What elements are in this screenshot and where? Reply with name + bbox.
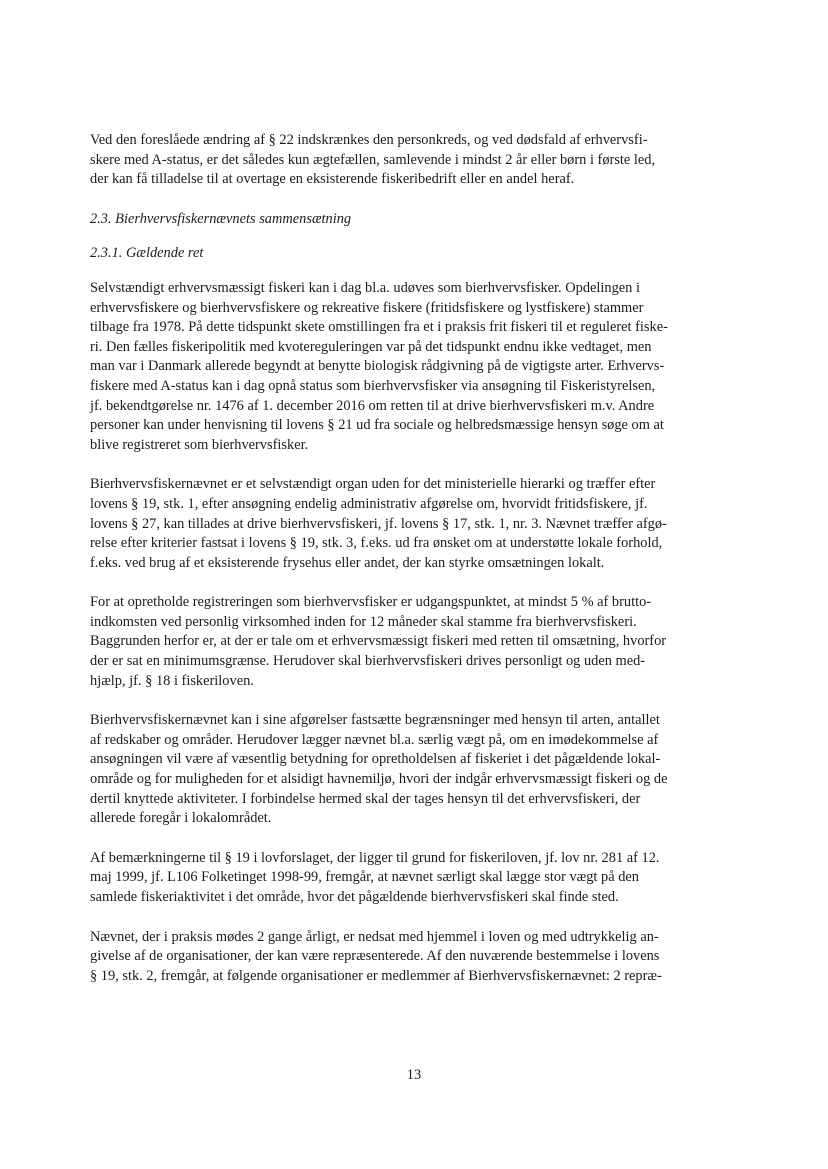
text-line: område og for muligheden for et alsidigt havnemiljø, hvori der indgår erhvervsmæssigt fiskeri og de <box>90 771 668 788</box>
text-line: erhvervsfiskere og bierhvervsfiskere og rekreative fiskere (fritidsfiskere og lystfiskere) stammer <box>90 299 644 316</box>
text-line: Nævnet, der i praksis mødes 2 gange årligt, er nedsat med hjemmel i loven og med udtrykkelig an- <box>90 928 659 945</box>
text-line: personer kan under henvisning til lovens § 21 ud fra sociale og helbredsmæssige hensyn søge om at <box>90 417 664 434</box>
text-line: ansøgningen vil være af væsentlig betydning for opretholdelsen af fiskeriet i det pågældende lokal- <box>90 751 661 768</box>
text-line: maj 1999, jf. L106 Folketinget 1998-99, fremgår, at nævnet særligt skal lægge stor vægt på den <box>90 869 639 886</box>
text-line: jf. bekendtgørelse nr. 1476 af 1. december 2016 om retten til at drive bierhvervsfiskeri m.v. Andre <box>90 397 655 414</box>
text-line: f.eks. ved brug af et eksisterende frysehus eller andet, der kan styrke omsætningen lokalt. <box>90 554 605 571</box>
body-paragraph <box>90 711 740 829</box>
text-line: blive registreret som bierhvervsfisker. <box>90 436 309 453</box>
text-line: lovens § 27, kan tillades at drive bierhvervsfiskeri, jf. lovens § 17, stk. 1, nr. 3. Nævnet træffer afgø- <box>90 515 667 532</box>
text-line: af redskaber og områder. Herudover lægger nævnet bl.a. særlig vægt på, om en imødekommelse af <box>90 731 659 748</box>
text-line: indkomsten ved personlig virksomhed inden for 12 måneder skal stamme fra bierhvervsfiskeri. <box>90 613 637 630</box>
text-line: skere med A-status, er det således kun ægtefællen, samlevende i mindst 2 år eller børn i første led, <box>90 151 656 168</box>
body-paragraph <box>90 849 740 908</box>
text-line: der er sat en minimumsgrænse. Herudover skal bierhvervsfiskeri drives personligt og uden med- <box>90 653 646 670</box>
text-line: relse efter kriterier fastsat i lovens § 19, stk. 3, f.eks. ud fra ønsket om at understøtte lokale forhold, <box>90 535 663 552</box>
text-line: ri. Den fælles fiskeripolitik med kvotereguleringen var på det tidspunkt endnu ikke vedtaget, men <box>90 338 652 355</box>
text-line: givelse af de organisationer, der kan være repræsenterede. Af den nuværende bestemmelse i lovens <box>90 948 660 965</box>
text-line: Af bemærkningerne til § 19 i lovforslaget, der ligger til grund for fiskeriloven, jf. lov nr. 281 af 12. <box>90 849 660 866</box>
text-line: tilbage fra 1978. På dette tidspunkt skete omstillingen fra et i praksis frit fiskeri til et reguleret fiske- <box>90 319 668 336</box>
body-paragraph <box>90 475 740 573</box>
text-line: Bierhvervsfiskernævnet kan i sine afgørelser fastsætte begrænsninger med hensyn til arten, antallet <box>90 712 660 729</box>
body-paragraph <box>90 928 740 987</box>
text-line: allerede foregår i lokalområdet. <box>90 810 272 827</box>
text-line: Baggrunden herfor er, at der er tale om et erhvervsmæssigt fiskeri med retten til omsætning, hvorfor <box>90 633 667 650</box>
text-line: lovens § 19, stk. 1, efter ansøgning endelig administrativ afgørelse om, hvorvidt fritidsfiskere, jf. <box>90 495 648 512</box>
section-heading: 2.3. Bierhvervsfiskernævnets sammensætning <box>90 210 352 227</box>
text-line: fiskere med A-status kan i dag opnå status som bierhvervsfisker via ansøgning til Fiskeristyrelsen, <box>90 377 656 394</box>
body-paragraph <box>90 279 740 455</box>
intro-paragraph <box>90 131 740 190</box>
text-line: Selvstændigt erhvervsmæssigt fiskeri kan i dag bl.a. udøves som bierhvervsfisker. Opdelingen i <box>90 279 640 296</box>
text-line: § 19, stk. 2, fremgår, at følgende organisationer er medlemmer af Bierhvervsfiskernævnet: 2 repræ- <box>90 967 662 984</box>
text-line: samlede fiskeriaktivitet i det område, hvor det pågældende bierhvervsfiskeri skal finde sted. <box>90 889 619 905</box>
page-number: 13 <box>406 1067 422 1083</box>
text-line: hjælp, jf. § 18 i fiskeriloven. <box>90 672 254 689</box>
text-line: Ved den foreslåede ændring af § 22 indskrænkes den personkreds, og ved dødsfald af erhvervsfi- <box>90 132 648 148</box>
subsection-heading: 2.3.1. Gældende ret <box>90 245 204 262</box>
text-line: der kan få tilladelse til at overtage en eksisterende fiskeribedrift eller en andel heraf. <box>90 171 575 188</box>
text-line: Bierhvervsfiskernævnet er et selvstændigt organ uden for det ministerielle hierarki og træffer efter <box>90 476 656 493</box>
body-paragraph <box>90 593 740 691</box>
text-line: For at opretholde registreringen som bierhvervsfisker er udgangspunktet, at mindst 5 % af brutto- <box>90 594 652 611</box>
text-line: dertil knyttede aktiviteter. I forbindelse hermed skal der tages hensyn til det erhvervsfiskeri, der <box>90 790 641 807</box>
text-line: man var i Danmark allerede begyndt at benytte biologisk rådgivning på de vigtigste arter. Erhvervs- <box>90 358 665 375</box>
document-page <box>90 131 740 986</box>
